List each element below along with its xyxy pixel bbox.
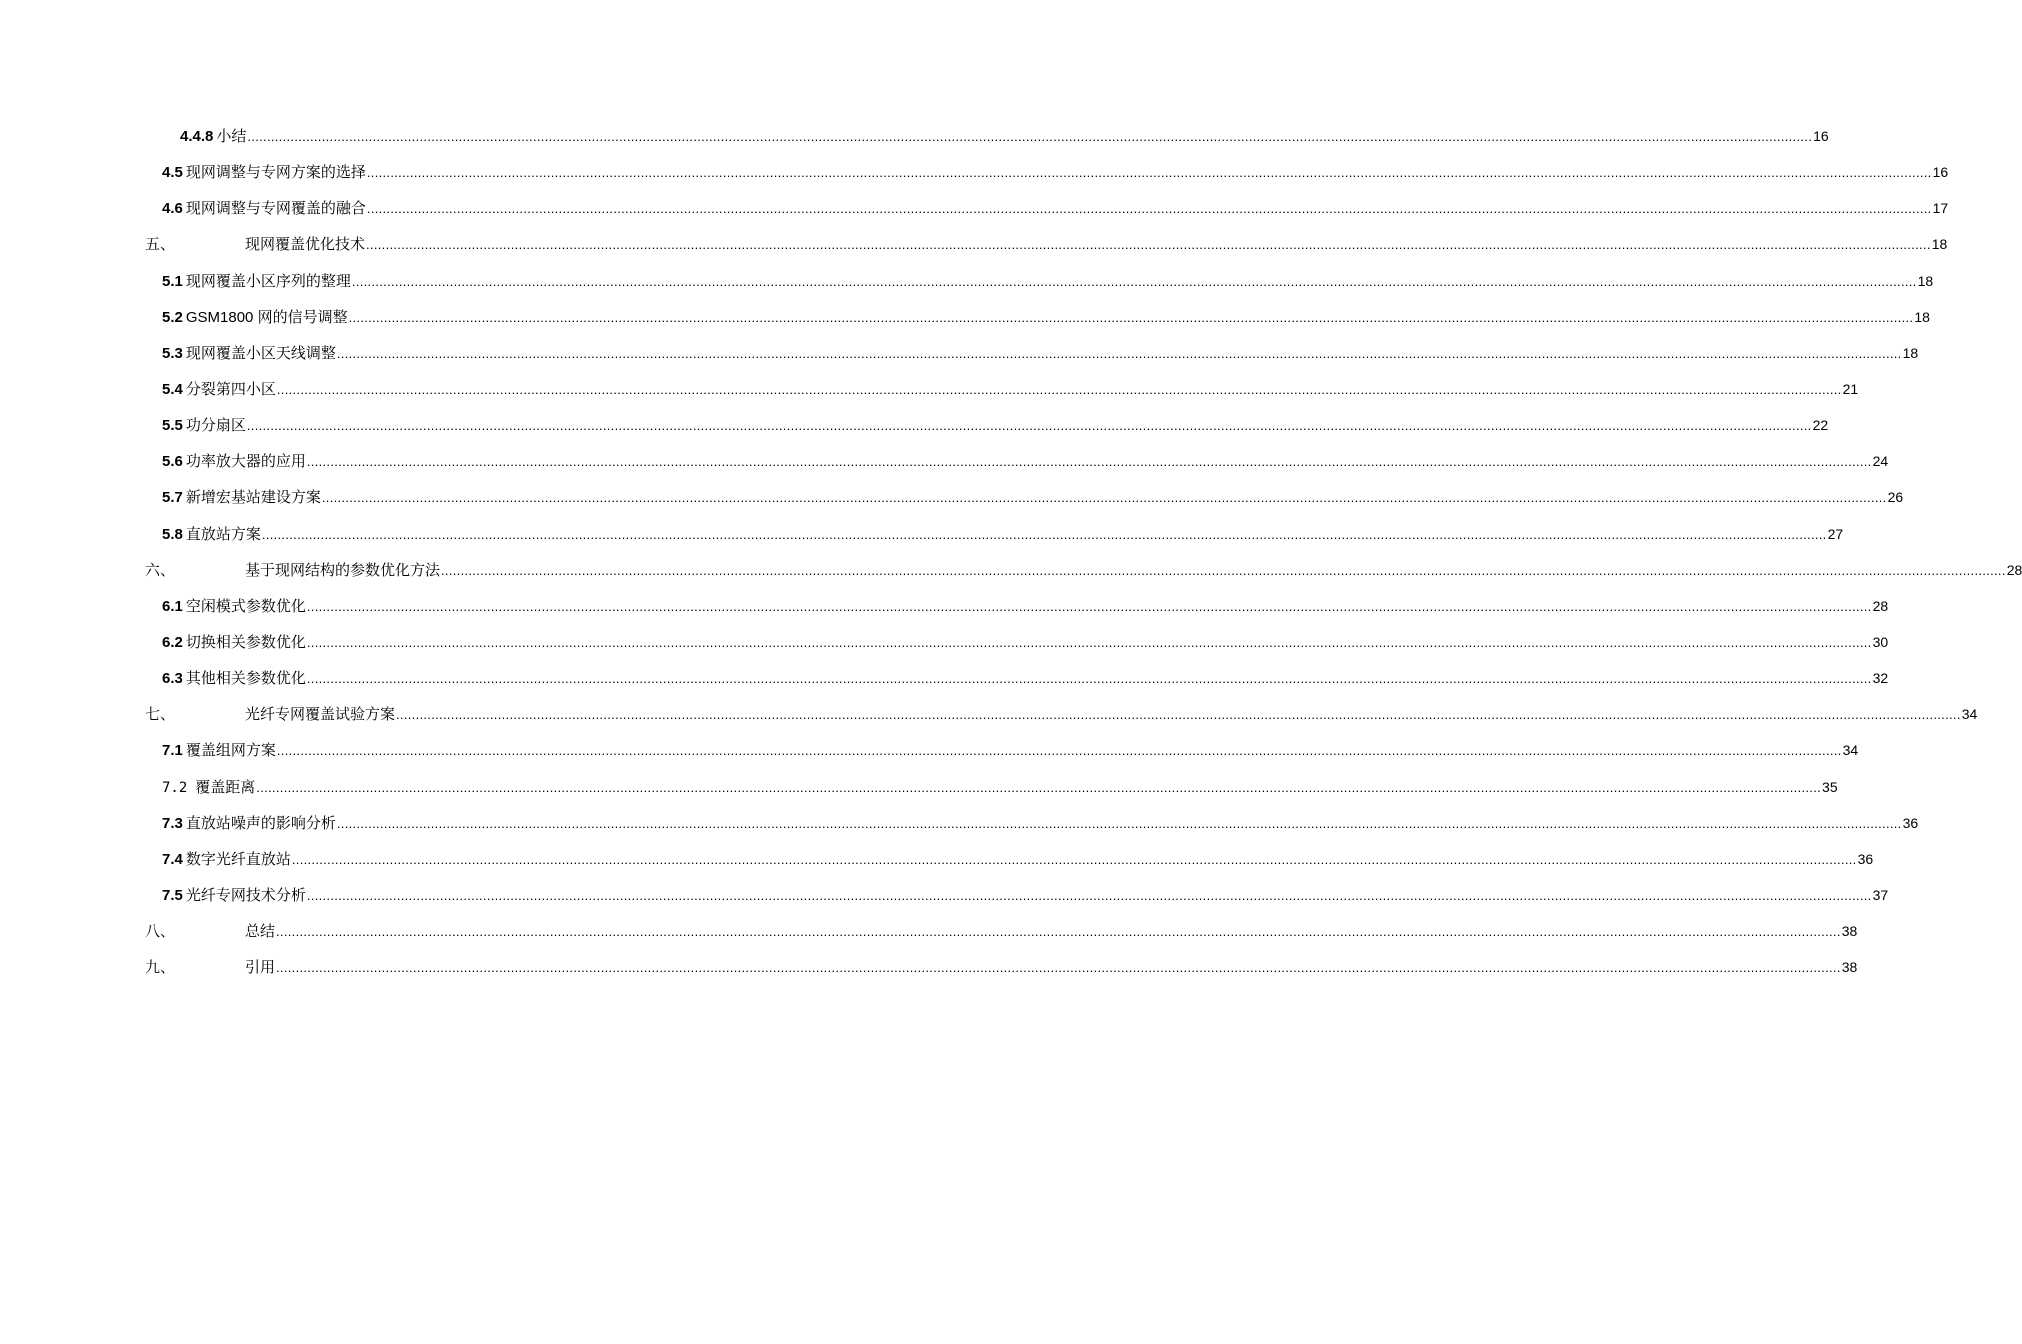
- toc-entry-page-number: 28: [2006, 561, 2022, 578]
- toc-leader-dots: ................................................................................................................................................................................................................................................................................................................................................................................................................: [276, 743, 1842, 759]
- toc-entry-title: 直放站方案: [185, 525, 261, 543]
- toc-entry[interactable]: [0, 226, 1948, 262]
- toc-leader-dots: ................................................................................................................................................................................................................................................................................................................................................................................................................: [276, 381, 1842, 397]
- toc-entry[interactable]: [0, 805, 1919, 841]
- toc-entry-page-number: 16: [1932, 164, 1949, 181]
- toc-entry-number: 4.4.8: [180, 128, 214, 145]
- toc-entry[interactable]: [0, 913, 1858, 949]
- toc-entry-line: [180, 118, 1829, 154]
- toc-leader-dots: ................................................................................................................................................................................................................................................................................................................................................................................................................: [396, 707, 1961, 723]
- toc-entry-line: [162, 805, 1919, 841]
- toc-entry-page-number: 27: [1827, 525, 1844, 542]
- toc-entry[interactable]: [0, 335, 1919, 371]
- toc-entry[interactable]: [0, 949, 1858, 985]
- toc-entry-title: 直放站噪声的影响分析: [185, 814, 336, 832]
- toc-entry-title: 光纤专网覆盖试验方案: [245, 706, 396, 724]
- toc-entry[interactable]: [0, 371, 1859, 407]
- toc-entry-page-number: 18: [1914, 308, 1930, 325]
- toc-entry-line: [145, 696, 1978, 732]
- toc-entry-line: [145, 226, 1948, 262]
- toc-entry-title: 现网覆盖小区天线调整: [185, 344, 336, 362]
- toc-leader-dots: ................................................................................................................................................................................................................................................................................................................................................................................................................: [366, 201, 1932, 217]
- toc-entry-page-number: 38: [1841, 959, 1858, 976]
- toc-entry[interactable]: [0, 696, 1978, 732]
- toc-leader-dots: ................................................................................................................................................................................................................................................................................................................................................................................................................: [246, 418, 1812, 434]
- toc-entry-title: 其他相关参数优化: [185, 670, 306, 688]
- toc-entry-title: 覆盖距离: [195, 778, 256, 796]
- toc-entry-page-number: 37: [1872, 886, 1889, 903]
- toc-leader-dots: ................................................................................................................................................................................................................................................................................................................................................................................................................: [306, 634, 1872, 650]
- toc-entry-page-number: 17: [1932, 200, 1949, 217]
- toc-entry-line: [162, 841, 1874, 877]
- toc-entry[interactable]: [0, 552, 2022, 588]
- toc-entry-number: 4.6: [162, 200, 183, 218]
- toc-entry-line: [162, 660, 1889, 696]
- toc-entry-page-number: 30: [1872, 633, 1889, 650]
- toc-leader-dots: ................................................................................................................................................................................................................................................................................................................................................................................................................: [291, 851, 1857, 867]
- toc-entry-number: 6.3: [162, 670, 183, 688]
- toc-leader-dots: ................................................................................................................................................................................................................................................................................................................................................................................................................: [306, 598, 1872, 614]
- toc-entry-title: 覆盖组网方案: [185, 742, 276, 760]
- toc-entry-number: 7.2: [162, 779, 188, 796]
- toc-leader-dots: ................................................................................................................................................................................................................................................................................................................................................................................................................: [366, 237, 1931, 253]
- toc-entry[interactable]: [0, 443, 1889, 479]
- toc-entry-line: [162, 263, 1934, 299]
- toc-entry[interactable]: [0, 624, 1889, 660]
- toc-leader-dots: ................................................................................................................................................................................................................................................................................................................................................................................................................: [321, 490, 1887, 506]
- toc-entry-title: 总结: [245, 923, 276, 941]
- toc-entry-title: 现网覆盖小区序列的整理: [185, 272, 351, 290]
- toc-entry-title: 数字光纤直放站: [185, 850, 291, 868]
- toc-leader-dots: ................................................................................................................................................................................................................................................................................................................................................................................................................: [348, 309, 1914, 325]
- toc-entry-line: [162, 154, 1949, 190]
- toc-entry-page-number: 18: [1931, 236, 1948, 253]
- toc-leader-dots: ................................................................................................................................................................................................................................................................................................................................................................................................................: [256, 779, 1822, 795]
- toc-entry-title: 引用: [245, 959, 276, 977]
- toc-entry-line: [162, 190, 1949, 226]
- toc-entry-number: 6.1: [162, 597, 183, 615]
- toc-entry-line: [162, 624, 1889, 660]
- toc-entry[interactable]: [0, 154, 1949, 190]
- toc-entry-title: GSM1800 网的信号调整: [185, 308, 348, 326]
- toc-entry-line: [162, 877, 1889, 913]
- toc-entry-number: 六、: [145, 561, 176, 579]
- toc-entry-page-number: 28: [1872, 597, 1889, 614]
- toc-entry-title: 现网调整与专网覆盖的融合: [185, 200, 366, 218]
- toc-entry-title: 新增宏基站建设方案: [185, 489, 321, 507]
- toc-entry[interactable]: [0, 841, 1874, 877]
- toc-entry-title: 切换相关参数优化: [185, 633, 306, 651]
- toc-entry-line: [162, 516, 1844, 552]
- toc-entry-line: [162, 407, 1829, 443]
- toc-entry-number: 6.2: [162, 633, 183, 651]
- toc-entry-page-number: 34: [1842, 742, 1859, 759]
- toc-entry-number: 5.3: [162, 344, 183, 362]
- toc-entry-line: [162, 371, 1859, 407]
- toc-entry[interactable]: [0, 732, 1859, 768]
- toc-entry-page-number: 16: [1813, 128, 1829, 144]
- toc-entry-number: 7.3: [162, 814, 183, 832]
- toc-entry[interactable]: [0, 660, 1889, 696]
- toc-entry[interactable]: [0, 877, 1889, 913]
- toc-entry-line: [162, 443, 1889, 479]
- toc-entry-title: 空闲模式参数优化: [185, 597, 306, 615]
- toc-entry-number: 7.4: [162, 850, 183, 868]
- toc-entry-number: 7.1: [162, 742, 183, 760]
- toc-entry-number: 九、: [145, 959, 176, 977]
- toc-entry-line: [162, 299, 1930, 335]
- toc-leader-dots: ................................................................................................................................................................................................................................................................................................................................................................................................................: [247, 129, 1813, 144]
- toc-entry-title: 功分扇区: [185, 417, 246, 435]
- toc-entry-page-number: 18: [1917, 272, 1934, 289]
- toc-entry[interactable]: [0, 118, 1829, 154]
- table-of-contents: [0, 118, 2022, 985]
- toc-leader-dots: ................................................................................................................................................................................................................................................................................................................................................................................................................: [441, 562, 2006, 578]
- toc-entry-page-number: 34: [1961, 706, 1978, 723]
- toc-entry-title: 现网覆盖优化技术: [245, 236, 366, 254]
- toc-entry-number: 5.5: [162, 417, 183, 435]
- toc-entry-number: 5.4: [162, 380, 183, 398]
- toc-entry-number: 5.2: [162, 308, 183, 326]
- toc-entry-number: 五、: [145, 236, 176, 254]
- toc-entry-title: 现网调整与专网方案的选择: [185, 164, 366, 182]
- toc-entry[interactable]: [0, 407, 1829, 443]
- toc-entry-number: 八、: [145, 923, 176, 941]
- toc-entry-line: [162, 335, 1919, 371]
- toc-entry-number: 5.1: [162, 272, 183, 290]
- toc-leader-dots: ................................................................................................................................................................................................................................................................................................................................................................................................................: [276, 924, 1841, 940]
- toc-entry-line: [162, 588, 1889, 624]
- toc-entry-title: 基于现网结构的参数优化方法: [245, 561, 441, 579]
- toc-entry-line: [162, 769, 1838, 805]
- toc-entry-number: 5.8: [162, 525, 183, 543]
- toc-entry-line: [162, 479, 1904, 515]
- toc-entry-page-number: 24: [1872, 453, 1889, 470]
- toc-entry-title: 分裂第四小区: [185, 380, 276, 398]
- toc-entry-page-number: 38: [1841, 923, 1858, 940]
- toc-entry[interactable]: [0, 588, 1889, 624]
- toc-leader-dots: ................................................................................................................................................................................................................................................................................................................................................................................................................: [306, 454, 1872, 470]
- toc-entry-title: 小结: [216, 128, 247, 145]
- toc-entry[interactable]: [0, 516, 1844, 552]
- toc-entry-page-number: 21: [1842, 380, 1859, 397]
- toc-entry-title: 光纤专网技术分析: [185, 886, 306, 904]
- toc-entry-line: [162, 732, 1859, 768]
- toc-leader-dots: ................................................................................................................................................................................................................................................................................................................................................................................................................: [306, 671, 1872, 687]
- toc-leader-dots: ................................................................................................................................................................................................................................................................................................................................................................................................................: [336, 345, 1902, 361]
- toc-entry-number: 7.5: [162, 886, 183, 904]
- toc-entry-page-number: 22: [1812, 417, 1829, 434]
- toc-entry[interactable]: [0, 769, 1838, 805]
- toc-entry-page-number: 32: [1872, 670, 1889, 687]
- toc-entry-number: 5.6: [162, 453, 183, 471]
- toc-leader-dots: ................................................................................................................................................................................................................................................................................................................................................................................................................: [261, 526, 1827, 542]
- toc-leader-dots: ................................................................................................................................................................................................................................................................................................................................................................................................................: [276, 960, 1841, 976]
- toc-entry-line: [145, 913, 1858, 949]
- toc-entry[interactable]: [0, 479, 1904, 515]
- toc-entry[interactable]: [0, 299, 1930, 335]
- toc-leader-dots: ................................................................................................................................................................................................................................................................................................................................................................................................................: [366, 165, 1932, 181]
- toc-entry[interactable]: [0, 263, 1934, 299]
- toc-entry-number: 4.5: [162, 164, 183, 182]
- toc-leader-dots: ................................................................................................................................................................................................................................................................................................................................................................................................................: [336, 815, 1902, 831]
- toc-entry-number: 七、: [145, 706, 176, 724]
- toc-leader-dots: ................................................................................................................................................................................................................................................................................................................................................................................................................: [351, 273, 1917, 289]
- toc-entry-page-number: 26: [1887, 489, 1904, 506]
- toc-entry-line: [145, 949, 1858, 985]
- toc-entry-line: [145, 552, 2022, 588]
- toc-entry-title: 功率放大器的应用: [185, 453, 306, 471]
- toc-entry-page-number: 36: [1857, 850, 1874, 867]
- toc-entry-number: 5.7: [162, 489, 183, 507]
- toc-leader-dots: ................................................................................................................................................................................................................................................................................................................................................................................................................: [306, 887, 1872, 903]
- toc-entry-page-number: 36: [1902, 814, 1919, 831]
- toc-entry[interactable]: [0, 190, 1949, 226]
- toc-entry-page-number: 18: [1902, 344, 1919, 361]
- toc-entry-page-number: 35: [1822, 778, 1838, 795]
